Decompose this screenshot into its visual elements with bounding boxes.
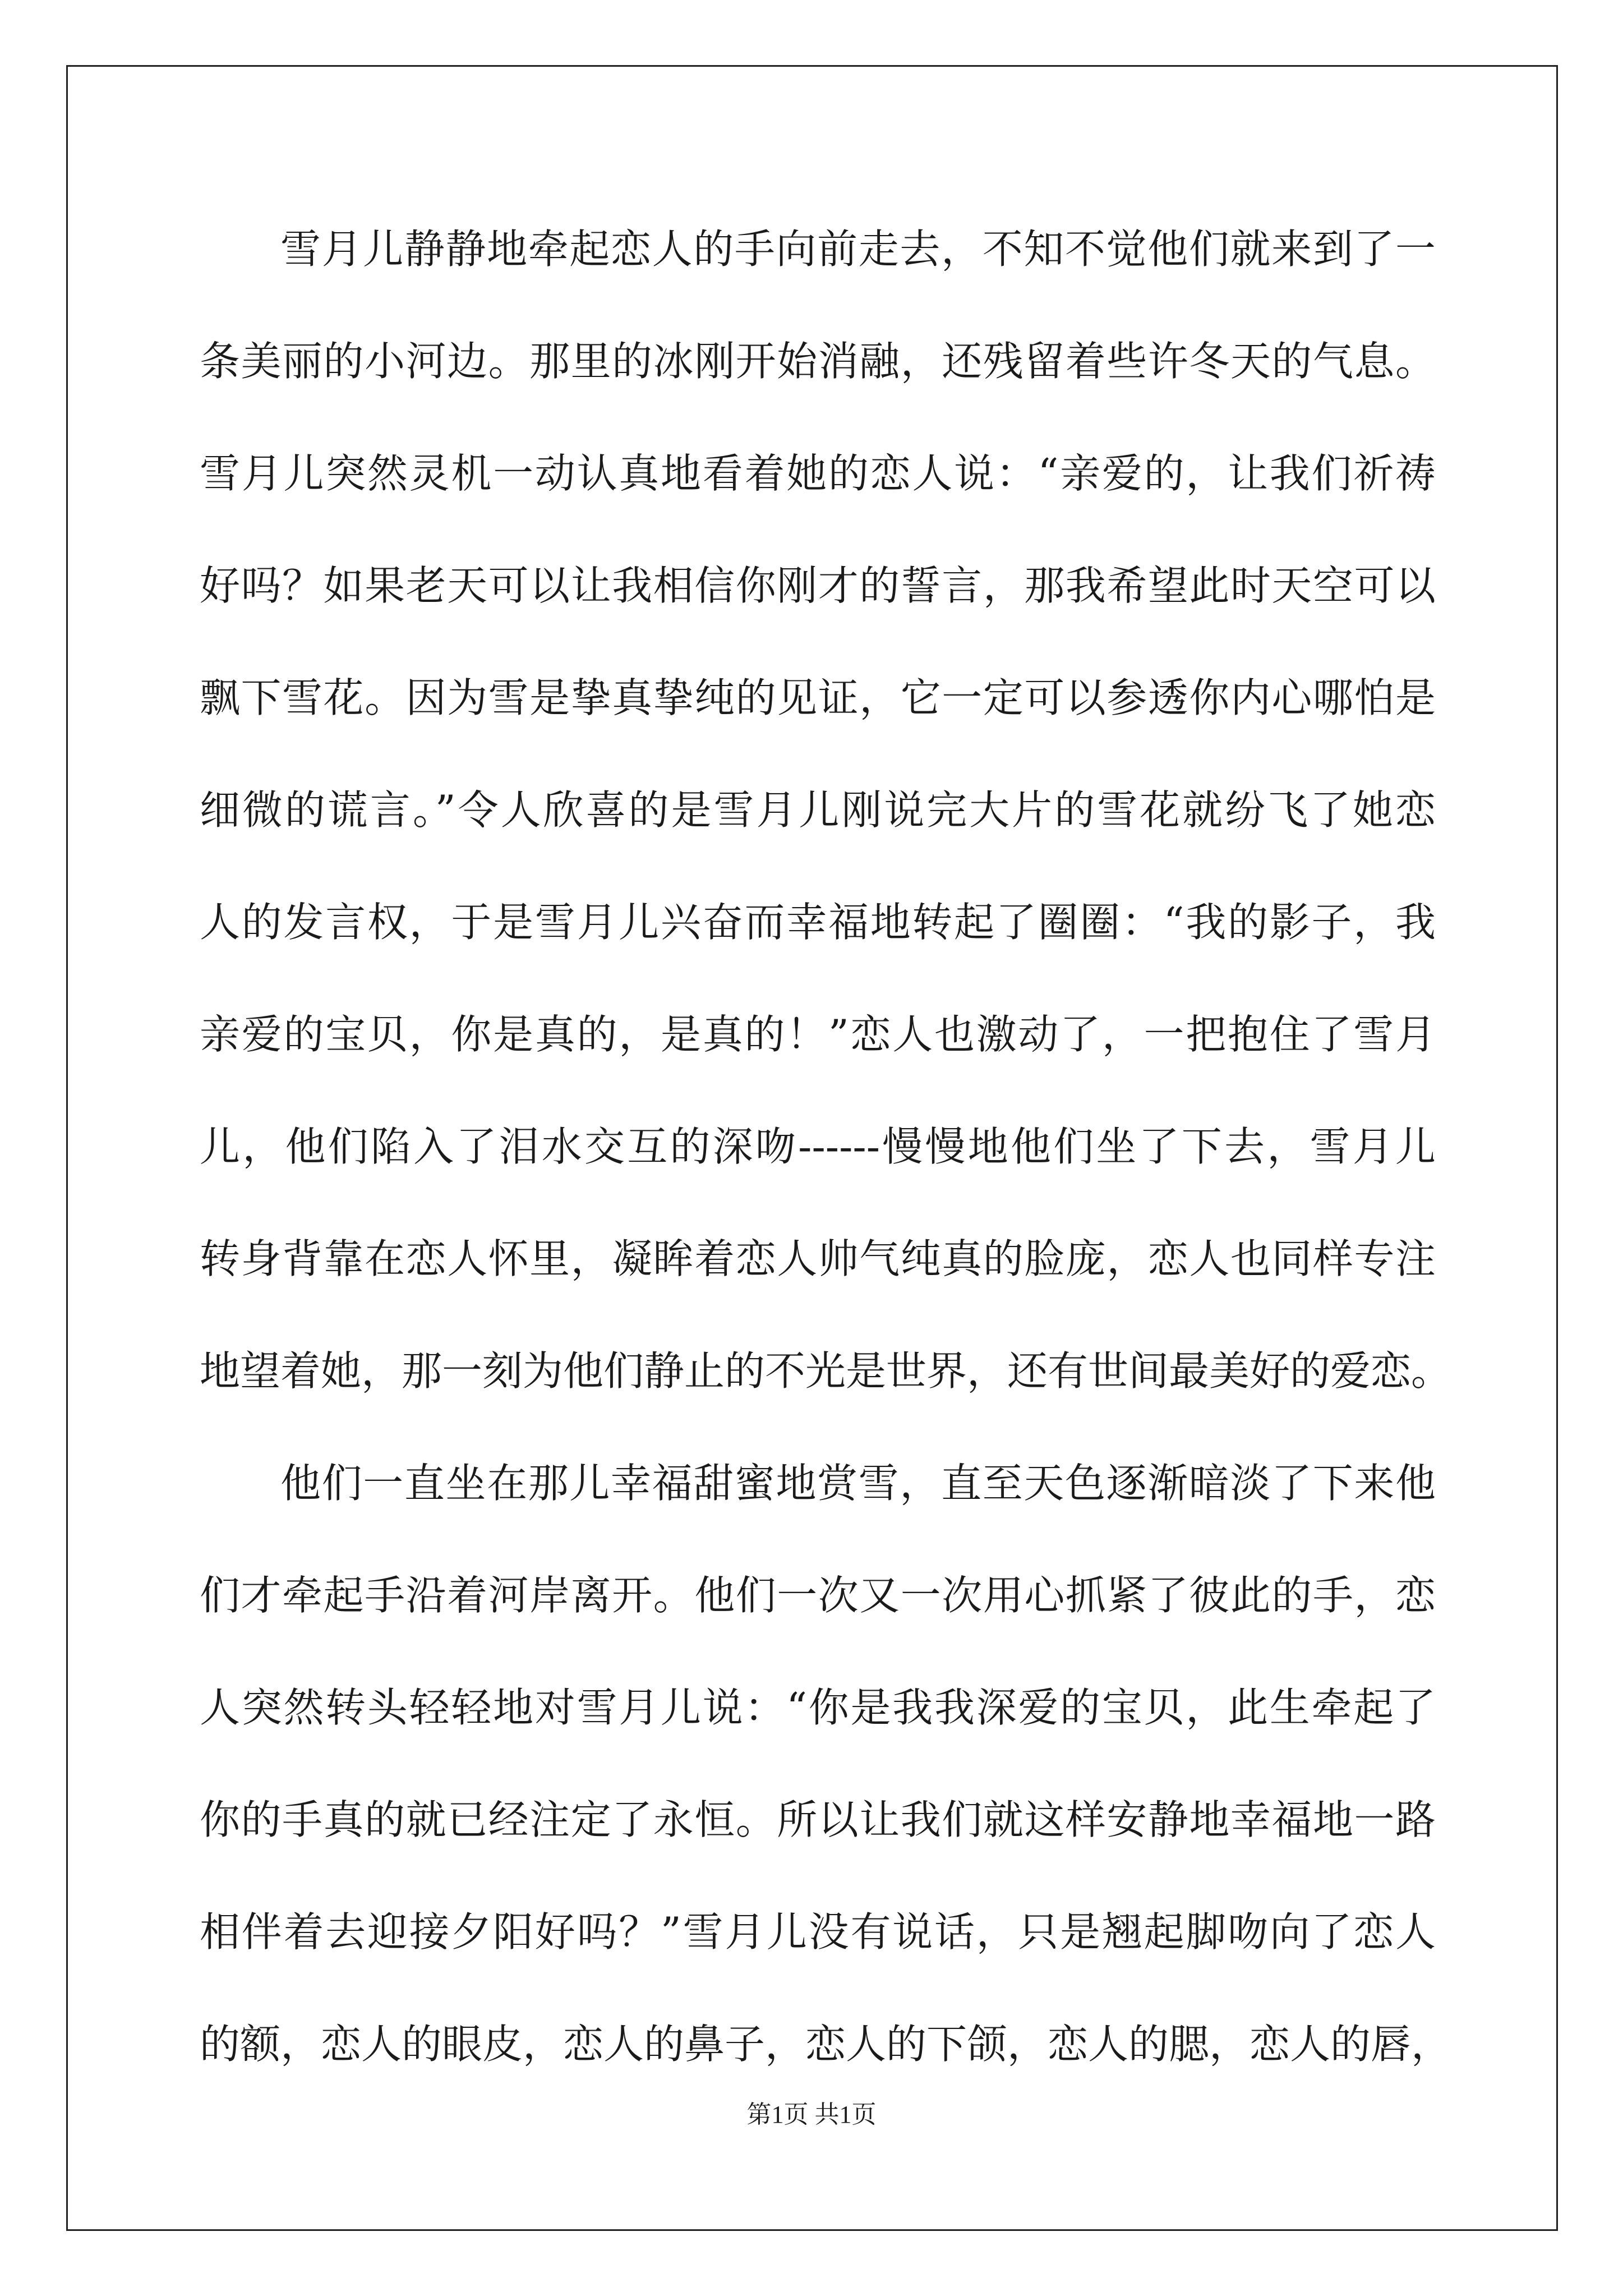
text-line: 人突然转头轻轻地对雪月儿说：“你是我我深爱的宝贝，此生牵起了 <box>200 1684 1436 1731</box>
text-line: 的额，恋人的眼皮，恋人的鼻子，恋人的下颌，恋人的腮，恋人的唇， <box>200 2021 1452 2068</box>
text-line: 雪月儿静静地牵起恋人的手向前走去，不知不觉他们就来到了一 <box>280 226 1436 273</box>
paragraph-2 <box>200 1427 1452 2100</box>
text-line: 相伴着去迎接夕阳好吗？”雪月儿没有说话，只是翘起脚吻向了恋人 <box>200 1908 1436 1955</box>
text-line: 条美丽的小河边。那里的冰刚开始消融，还残留着些许冬天的气息。 <box>200 338 1436 385</box>
text-line: 他们一直坐在那儿幸福甜蜜地赏雪，直至天色逐渐暗淡了下来他 <box>280 1460 1436 1507</box>
text-line: 人的发言权，于是雪月儿兴奋而幸福地转起了圈圈：“我的影子，我 <box>200 899 1436 946</box>
text-line: 细微的谎言。”令人欣喜的是雪月儿刚说完大片的雪花就纷飞了她恋 <box>200 786 1436 834</box>
text-line: 飘下雪花。因为雪是挚真挚纯的见证，它一定可以参透你内心哪怕是 <box>200 674 1436 721</box>
text-line: 好吗？如果老天可以让我相信你刚才的誓言，那我希望此时天空可以 <box>200 562 1436 609</box>
text-line: 你的手真的就已经注定了永恒。所以让我们就这样安静地幸福地一路 <box>200 1796 1436 1843</box>
text-line: 们才牵起手沿着河岸离开。他们一次又一次用心抓紧了彼此的手，恋 <box>200 1572 1436 1619</box>
text-line: 地望着她，那一刻为他们静止的不光是世界，还有世间最美好的爱恋。 <box>200 1347 1452 1395</box>
text-line: 亲爱的宝贝，你是真的，是真的！”恋人也激动了，一把抱住了雪月 <box>200 1011 1436 1058</box>
text-line: 儿，他们陷入了泪水交互的深吻------慢慢地他们坐了下去，雪月儿 <box>200 1123 1436 1170</box>
text-line: 转身背靠在恋人怀里，凝眸着恋人帅气纯真的脸庞，恋人也同样专注 <box>200 1235 1436 1282</box>
page-number-footer: 第1页 共1页 <box>746 2101 877 2128</box>
document-body <box>200 193 1452 2100</box>
paragraph-1 <box>200 193 1452 1427</box>
text-line: 雪月儿突然灵机一动认真地看着她的恋人说：“亲爱的，让我们祈祷 <box>200 450 1436 497</box>
